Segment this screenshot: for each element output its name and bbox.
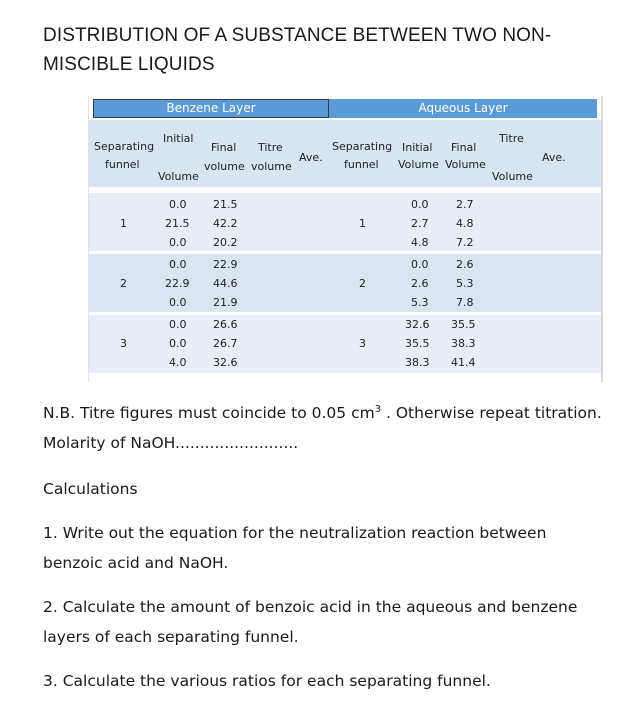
aqueous-initial: 2.7 [411,217,429,230]
aqueous-final: 2.7 [456,198,474,211]
benzene-initial: 4.0 [169,356,187,369]
aqueous-final: 5.3 [456,277,474,290]
results-table [88,96,603,382]
benzene-initial: 0.0 [169,296,187,309]
benzene-initial: 21.5 [165,217,190,230]
col-separating: Separating [94,140,155,153]
benzene-final: 32.6 [213,356,238,369]
benzene-initial: 0.0 [169,236,187,249]
aq-funnel-label: 2 [359,277,366,290]
col-initial: Initial [163,132,194,145]
aq-col-funnel: funnel [344,158,379,171]
benzene-initial: 0.0 [169,258,187,271]
aq-col-final: Final [451,141,477,154]
col-funnel: funnel [105,158,140,171]
aqueous-final: 2.6 [456,258,474,271]
benzene-final: 21.5 [213,198,238,211]
benzene-initial: 0.0 [169,318,187,331]
benzene-final: 42.2 [213,217,238,230]
benzene-final: 20.2 [213,236,238,249]
col-volume-a: volume [204,160,245,173]
aqueous-initial: 35.5 [405,337,430,350]
aq-funnel-label: 3 [359,337,366,350]
benzene-final: 26.6 [213,318,238,331]
aqueous-initial: 5.3 [411,296,429,309]
nb-note-main: N.B. Titre figures must coincide to 0.05 cm [43,404,375,422]
nb-note-superscript: 3 [374,403,382,415]
page-title: DISTRIBUTION OF A SUBSTANCE BETWEEN TWO NON-MISCIBLE LIQUIDS [43,25,552,75]
nb-note [43,398,608,458]
aq-col-separating: Separating [332,140,393,153]
benzene-final: 22.9 [213,258,238,271]
col-titre: Titre [258,141,283,154]
question-3: 3. Calculate the various ratios for each separating funnel. [43,672,491,690]
benzene-layer-header: Benzene Layer [93,99,329,118]
col-ave-benzene: Ave. [299,151,323,164]
aqueous-final: 35.5 [451,318,476,331]
benzene-initial: 22.9 [165,277,190,290]
aqueous-initial: 0.0 [411,198,429,211]
benzene-initial: 0.0 [169,337,187,350]
funnel-label: 2 [120,277,127,290]
aq-funnel-label: 1 [359,217,366,230]
benzene-initial: 0.0 [169,198,187,211]
aqueous-initial: 4.8 [411,236,429,249]
aqueous-final: 38.3 [451,337,476,350]
funnel-label: 1 [120,217,127,230]
benzene-final: 44.6 [213,277,238,290]
col-volume-b: volume [251,160,292,173]
aq-col-initial: Initial [402,141,433,154]
aqueous-initial: 38.3 [405,356,430,369]
question-2: 2. Calculate the amount of benzoic acid in the aqueous and benzene layers of each separating funnel. [43,598,578,646]
aqueous-final: 7.8 [456,296,474,309]
aqueous-layer-header: Aqueous Layer [329,99,597,118]
calculations-heading: Calculations [43,480,138,498]
aq-col-volume-b: Volume [445,158,486,171]
question-1: 1. Write out the equation for the neutralization reaction between benzoic acid and NaOH. [43,524,547,572]
aqueous-initial: 0.0 [411,258,429,271]
aq-col-titre-volume: Volume [492,170,533,183]
aqueous-initial: 32.6 [405,318,430,331]
notes-section [43,398,608,696]
benzene-final: 26.7 [213,337,238,350]
col-final: Final [211,141,237,154]
nb-note-rest: . Otherwise repeat titration. Molarity of NaOH......................... [43,404,602,452]
aqueous-final: 7.2 [456,236,474,249]
funnel-label: 3 [120,337,127,350]
benzene-final: 21.9 [213,296,238,309]
aq-col-titre: Titre [499,132,524,145]
aqueous-final: 41.4 [451,356,476,369]
aqueous-initial: 2.6 [411,277,429,290]
aqueous-final: 4.8 [456,217,474,230]
aq-col-volume-a: Volume [398,158,439,171]
col-initial-volume: Volume [158,170,199,183]
aq-col-ave: Ave. [542,151,566,164]
funnel-3-band [89,315,601,373]
